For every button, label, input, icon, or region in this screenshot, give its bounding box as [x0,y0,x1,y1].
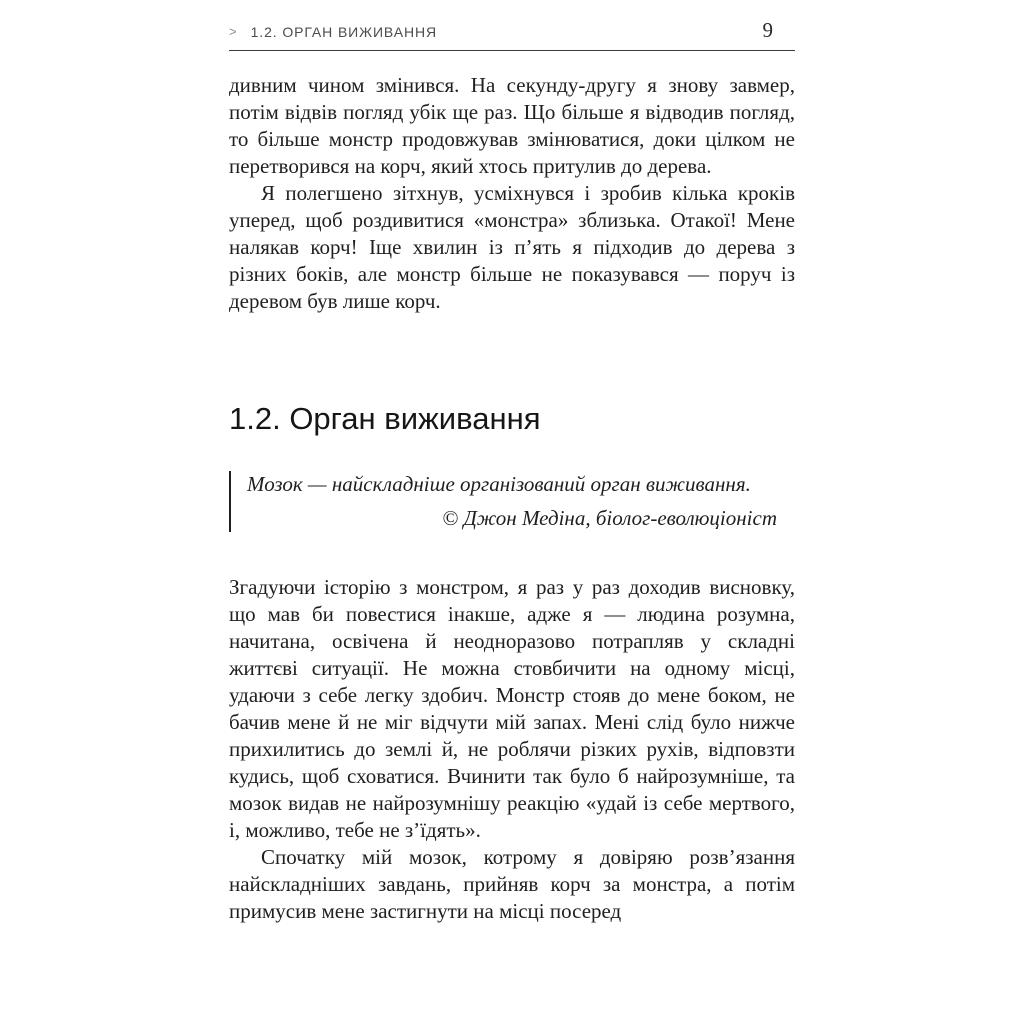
running-header-left [229,24,437,40]
book-page [229,0,795,1024]
epigraph-attribution: © Джон Медіна, біолог-еволюціоніст [442,506,777,530]
section-heading: 1.2. Орган виживання [229,401,541,436]
running-title: 1.2. ОРГАН ВИЖИВАННЯ [250,24,437,40]
paragraph: дивним чином змінився. На секунду-другу я знову завмер, потім відвів погляд убік ще раз. Що більше я відводив погляд, то більше монстр продовжував змінюватися, доки цілком не перетворився на корч, який хтось притулив до дерева. [229,73,795,178]
paragraph: Я полегшено зітхнув, усміхнувся і зробив кілька кроків уперед, щоб роздивитися «монстра» зблизька. Отакої! Мене налякав корч! Іще хвилин із п’ять я підходив до дерева з різних боків, але монстр більше не показувався — поруч із деревом був лише корч. [229,181,795,313]
chevron-marker-icon: > [229,24,237,39]
page-body [229,72,795,925]
paragraph: Згадуючи історію з монстром, я раз у раз доходив висновку, що мав би повестися інакше, адже я — людина розумна, начитана, освічена й неодноразово потрапляв у складні життєві ситуації. Не можна стовбичити на одному місці, удаючи з себе легку здобич. Монстр стояв до мене боком, не бачив мене й не міг відчути мій запах. Мені слід було нижче прихилитись до землі й, не роблячи різких рухів, відповзти кудись, щоб сховатися. Вчинити так було б найрозумніше, та мозок видав не найрозумнішу реакцію «удай із себе мертвого, і, можливо, тебе не з’їдять». [229,575,795,842]
epigraph [229,471,795,532]
header-divider [229,50,795,51]
running-header [229,18,795,43]
paragraph: Спочатку мій мозок, котрому я довіряю розв’язання найскладніших завдань, прийняв корч за монстра, а потім примусив мене застигнути на місці посеред [229,845,795,923]
epigraph-text: Мозок — найскладніше організований орган виживання. [247,472,751,496]
page-number: 9 [762,18,773,42]
